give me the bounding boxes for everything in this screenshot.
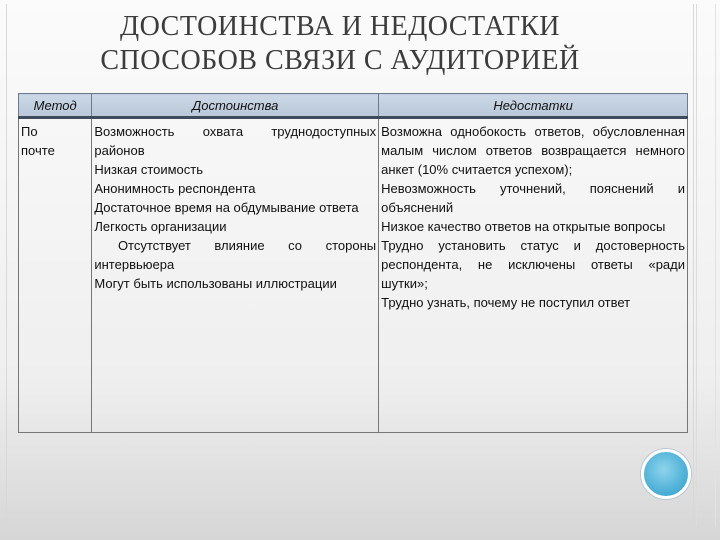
disadvantage-item: Невозможность уточнений, пояснений и объяснений bbox=[381, 181, 685, 215]
decorative-circle bbox=[641, 449, 691, 499]
advantage-item: Анонимность респондента bbox=[94, 181, 256, 196]
header-advantages: Достоинства bbox=[92, 94, 379, 118]
advantage-item: Отсутствует влияние со стороны интервьюера bbox=[94, 238, 380, 272]
method-line: По bbox=[21, 124, 38, 139]
advantage-item: Могут быть использованы иллюстрации bbox=[94, 276, 337, 291]
cell-disadvantages bbox=[379, 118, 688, 433]
title-line-1: ДОСТОИНСТВА И НЕДОСТАТКИ bbox=[120, 11, 560, 42]
cell-advantages bbox=[92, 118, 379, 433]
advantage-item: Легкость организации bbox=[94, 219, 227, 234]
slide-title bbox=[40, 10, 640, 78]
header-disadvantages: Недостатки bbox=[379, 94, 688, 118]
table-header-row bbox=[19, 94, 688, 118]
advantage-item: Возможность охвата труднодоступных районов bbox=[94, 124, 377, 158]
method-line: почте bbox=[21, 143, 55, 158]
slide-side-strip bbox=[696, 4, 716, 526]
advantage-item: Достаточное время на обдумывание ответа bbox=[94, 200, 359, 215]
title-line-2: СПОСОБОВ СВЯЗИ С АУДИТОРИЕЙ bbox=[100, 45, 580, 76]
disadvantage-item: Трудно узнать, почему не поступил ответ bbox=[381, 295, 631, 310]
header-method: Метод bbox=[19, 94, 92, 118]
comparison-table bbox=[18, 93, 688, 433]
table-row bbox=[19, 118, 688, 433]
disadvantage-item: Возможна однобокость ответов, обусловленная малым числом ответов возвращается немного анкет (10% считается успехом); bbox=[381, 124, 685, 177]
disadvantage-item: Низкое качество ответов на открытые вопросы bbox=[381, 219, 666, 234]
disadvantage-item: Трудно установить статус и достоверность респондента, не исключены ответы «ради шутки»; bbox=[381, 238, 685, 291]
cell-method bbox=[19, 118, 92, 433]
advantage-item: Низкая стоимость bbox=[94, 162, 204, 177]
